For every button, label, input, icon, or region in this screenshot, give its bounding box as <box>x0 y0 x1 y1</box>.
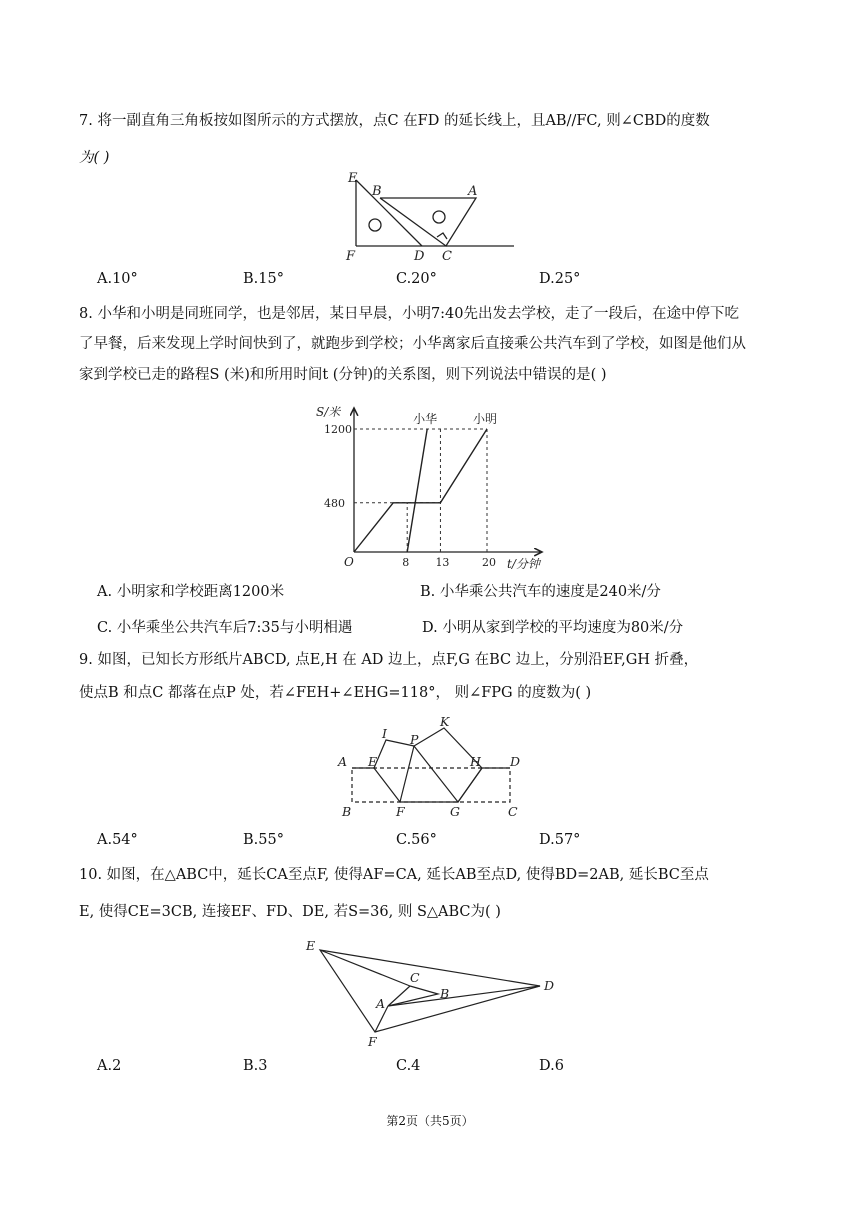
q8-series-line-1 <box>407 429 427 552</box>
q8-series-label-1: 小华 <box>413 412 438 426</box>
q7-label-c: C <box>442 249 452 264</box>
q9-option-b: B.55° <box>243 832 284 848</box>
q8-origin-label: O <box>344 555 354 569</box>
q7-text-line1: 7. 将一副直角三角板按如图所示的方式摆放，点C 在FD 的延长线上，且AB//FC, 则∠CBD的度数 <box>79 113 710 129</box>
q9-label-i: I <box>382 726 387 741</box>
q8-option-a: A. 小明家和学校距离1200米 <box>97 584 285 600</box>
q9-label-p: P <box>410 732 419 747</box>
q10-option-b: B.3 <box>243 1058 268 1074</box>
q9-label-c: C <box>508 804 518 819</box>
q9-option-c: C.56° <box>396 832 437 848</box>
q8-x-tick-13: 13 <box>435 556 450 569</box>
q10-text-line2: E, 使得CE=3CB, 连接EF、FD、DE, 若S=36, 则 S△ABC为( ) <box>79 904 501 920</box>
q8-text-line1: 8. 小华和小明是同班同学，也是邻居，某日早晨，小明7:40先出发去学校，走了一段后，在途中停下吃 <box>79 306 740 322</box>
q7-label-d: D <box>414 249 425 264</box>
q10-figure <box>300 936 570 1049</box>
q8-y-tick-1200: 1200 <box>324 423 352 436</box>
q8-option-c: C. 小华乘坐公共汽车后7:35与小明相遇 <box>97 620 353 636</box>
q10-text-line1: 10. 如图，在△ABC中，延长CA至点F, 使得AF=CA, 延长AB至点D, 使得BD=2AB, 延长BC至点 <box>79 867 709 883</box>
q10-label-a: A <box>376 996 386 1011</box>
q9-label-g: G <box>450 804 460 819</box>
q9-label-b: B <box>342 804 352 819</box>
q10-option-d: D.6 <box>539 1058 564 1074</box>
q7-option-a: A.10° <box>97 271 138 287</box>
q9-label-e: E <box>368 754 378 769</box>
q8-text-line3: 家到学校已走的路程S (米)和所用时间t (分钟)的关系图，则下列说法中错误的是( ) <box>79 367 607 383</box>
q8-chart <box>310 398 550 578</box>
q8-option-d: D. 小明从家到学校的平均速度为80米/分 <box>422 620 684 636</box>
q7-option-b: B.15° <box>243 271 284 287</box>
q8-series-line-0 <box>354 429 487 552</box>
q7-figure <box>340 168 520 268</box>
q8-y-tick-480: 480 <box>324 496 345 510</box>
q7-label-e: E <box>348 171 358 186</box>
q8-y-label: S/米 <box>316 405 341 419</box>
q9-label-a: A <box>338 754 348 769</box>
q8-series-label-0: 小明 <box>473 412 498 426</box>
q10-label-f: F <box>368 1034 377 1049</box>
q7-label-a: A <box>468 184 478 199</box>
q7-option-c: C.20° <box>396 271 437 287</box>
q8-x-tick-20: 20 <box>482 556 496 569</box>
q8-option-b: B. 小华乘公共汽车的速度是240米/分 <box>420 584 661 600</box>
q10-label-d: D <box>544 978 555 993</box>
q10-option-a: A.2 <box>97 1058 122 1074</box>
q9-figure <box>334 714 534 820</box>
q9-label-h: H <box>470 754 481 769</box>
q10-option-c: C.4 <box>396 1058 421 1074</box>
q10-label-c: C <box>410 970 420 985</box>
q8-x-label: t/分钟 <box>507 557 540 571</box>
q9-label-f: F <box>396 804 405 819</box>
q7-text-line2: 为( ) <box>79 150 110 166</box>
q8-text-line2: 了早餐，后来发现上学时间快到了，就跑步到学校；小华离家后直接乘公共汽车到了学校，如图是他们从 <box>79 336 746 352</box>
q7-label-f: F <box>346 249 356 264</box>
q10-label-e: E <box>306 938 316 953</box>
q9-option-a: A.54° <box>97 832 138 848</box>
q10-label-b: B <box>440 986 450 1001</box>
q8-x-tick-8: 8 <box>402 556 410 569</box>
q9-label-d: D <box>510 754 521 769</box>
page-footer: 第2页（共5页） <box>386 1114 474 1128</box>
q9-text-line1: 9. 如图，已知长方形纸片ABCD, 点E,H 在 AD 边上，点F,G 在BC 边上，分别沿EF,GH 折叠， <box>79 652 699 668</box>
q7-label-b: B <box>372 184 382 199</box>
q9-option-d: D.57° <box>539 832 581 848</box>
q7-option-d: D.25° <box>539 271 581 287</box>
q9-text-line2: 使点B 和点C 都落在点P 处，若∠FEH+∠EHG=118°， 则∠FPG 的度数为( ) <box>79 685 592 701</box>
q9-label-k: K <box>440 714 450 729</box>
